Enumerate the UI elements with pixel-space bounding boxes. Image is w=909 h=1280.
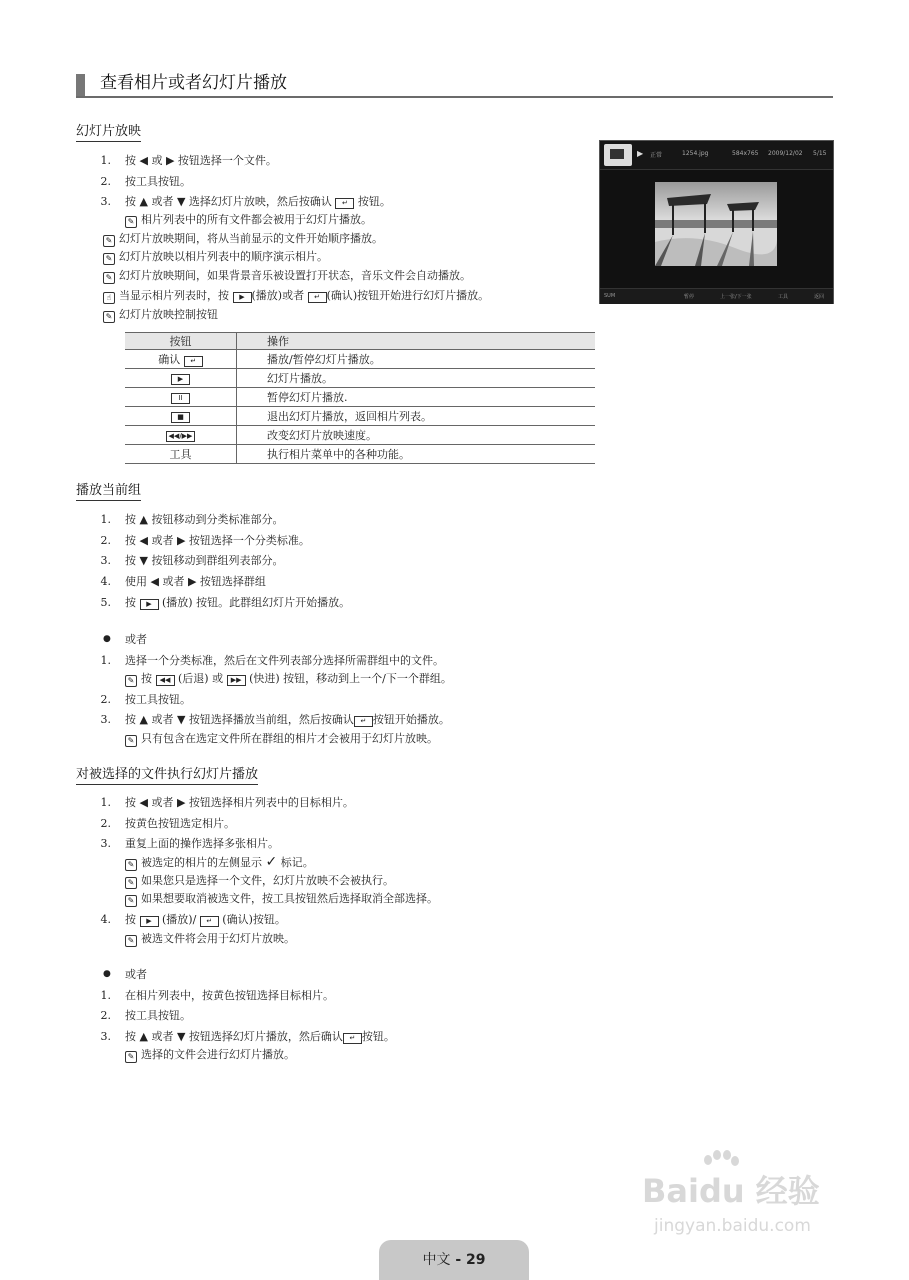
note-item xyxy=(125,931,295,947)
table-cell-button xyxy=(125,350,237,369)
step-text: 按 ▲ 按钮移动到分类标准部分。 xyxy=(125,513,284,526)
table-row xyxy=(125,445,595,464)
page-footer xyxy=(379,1240,529,1280)
table-row xyxy=(125,350,595,369)
footer-text xyxy=(379,1249,529,1269)
enter-key-icon: ↵ xyxy=(335,198,354,209)
step-text: 按 ◀ 或 ▶ 按钮选择一个文件。 xyxy=(125,154,277,167)
tools-button-label: 工具 xyxy=(778,294,789,300)
page-title: 查看相片或者幻灯片播放 xyxy=(100,73,287,93)
note-item xyxy=(125,731,438,747)
table-cell-button xyxy=(125,407,237,426)
page-title-block xyxy=(76,72,833,98)
note-text: 当显示相片列表时，按 xyxy=(119,289,229,302)
step-number: 3. xyxy=(100,1030,111,1043)
play-key-icon: ▶ xyxy=(233,292,252,303)
footer-separator: - xyxy=(450,1252,467,1268)
step-text-mid: (播放)/ xyxy=(162,913,197,926)
step-text: 按工具按钮。 xyxy=(125,175,191,188)
step-text-tail: 按钮。 xyxy=(357,195,391,208)
enter-key-icon: ↵ xyxy=(200,916,219,927)
note-item xyxy=(103,288,489,304)
section-heading-slideshow: 幻灯片放映 xyxy=(76,124,141,142)
note-text: 被选定的相片的左侧显示 xyxy=(141,856,262,869)
step-text: 按工具按钮。 xyxy=(125,693,191,706)
table-row xyxy=(125,426,595,445)
step-text: 重复上面的操作选择多张相片。 xyxy=(125,837,279,850)
checkmark-icon: ✓ xyxy=(265,854,278,870)
baidu-watermark xyxy=(642,1150,862,1245)
step-number: 1. xyxy=(100,654,111,667)
step-text: 按 ▼ 按钮移动到群组列表部分。 xyxy=(125,554,284,567)
table-cell-action: 执行相片菜单中的各种功能。 xyxy=(237,445,596,464)
enter-key-icon: ↵ xyxy=(354,716,373,727)
note-text: 幻灯片放映控制按钮 xyxy=(119,308,218,321)
note-item xyxy=(103,249,328,265)
forward-key-icon: ▶▶ xyxy=(227,675,246,686)
step-number: 1. xyxy=(100,989,111,1002)
step-number: 4. xyxy=(100,575,111,588)
step-text: 按 xyxy=(125,596,136,609)
photo-app-icon xyxy=(604,144,632,166)
note-icon: ✎ xyxy=(125,1051,137,1063)
step-text: 按黄色按钮选定相片。 xyxy=(125,817,235,830)
table-cell-button xyxy=(125,388,237,407)
step-text: 按工具按钮。 xyxy=(125,1009,191,1022)
bullet-icon: ● xyxy=(103,634,111,644)
note-icon: ✎ xyxy=(125,935,137,947)
note-icon: ✎ xyxy=(125,735,137,747)
note-text: 如果您只是选择一个文件，幻灯片放映不会被执行。 xyxy=(141,874,394,887)
table-cell-button xyxy=(125,426,237,445)
table-cell-action: 改变幻灯片放映速度。 xyxy=(237,426,596,445)
step-text: 使用 ◀ 或者 ▶ 按钮选择群组 xyxy=(125,575,266,588)
screenshot-page: 5/15 xyxy=(813,150,827,157)
footer-lang: 中文 xyxy=(422,1252,451,1268)
step-text: 按 ▲ 或者 ▼ 选择幻灯片放映，然后按确认 xyxy=(125,195,332,208)
watermark-main: Baidu 经验 xyxy=(642,1172,820,1210)
table-header-button: 按钮 xyxy=(125,333,237,350)
or-text: 或者 xyxy=(125,633,147,646)
note-icon: ✎ xyxy=(103,272,115,284)
step-number: 2. xyxy=(100,817,111,830)
note-text: 只有包含在选定文件所在群组的相片才会被用于幻灯片放映。 xyxy=(141,732,438,745)
control-table xyxy=(125,332,595,464)
note-icon: ✎ xyxy=(103,311,115,323)
rewind-key-icon: ◀◀ xyxy=(156,675,175,686)
step-number: 1. xyxy=(100,154,111,167)
screenshot-button-bar xyxy=(600,288,833,304)
return-button-label: 返回 xyxy=(814,294,825,300)
step-text: 按 ▲ 或者 ▼ 按钮选择幻灯片播放，然后确认 xyxy=(125,1030,343,1043)
note-text: 幻灯片放映期间，如果背景音乐被设置打开状态，音乐文件会自动播放。 xyxy=(119,269,471,282)
note-item xyxy=(103,268,471,284)
play-key-icon: ▶ xyxy=(140,599,159,610)
table-cell-action: 暂停幻灯片播放. xyxy=(237,388,596,407)
note-item xyxy=(125,212,372,228)
watermark-url: jingyan.baidu.com xyxy=(654,1216,811,1236)
enter-key-icon: ↵ xyxy=(308,292,327,303)
section-heading-selected-files: 对被选择的文件执行幻灯片播放 xyxy=(76,767,258,785)
note-text: 选择的文件会进行幻灯片播放。 xyxy=(141,1048,295,1061)
hand-icon: ☝ xyxy=(103,292,115,304)
table-cell-action: 幻灯片播放。 xyxy=(237,369,596,388)
screenshot-filename: 1254.jpg xyxy=(682,150,709,157)
note-text-mid: (播放)或者 xyxy=(251,289,305,302)
note-text: 按 xyxy=(141,672,152,685)
table-cell-action: 播放/暂停幻灯片播放。 xyxy=(237,350,596,369)
note-text: 幻灯片放映以相片列表中的顺序演示相片。 xyxy=(119,250,328,263)
step-number: 2. xyxy=(100,534,111,547)
note-icon: ✎ xyxy=(125,675,137,687)
step-number: 2. xyxy=(100,693,111,706)
table-cell-button: 工具 xyxy=(125,445,237,464)
step-number: 3. xyxy=(100,554,111,567)
note-icon: ✎ xyxy=(103,253,115,265)
step-text: 按 xyxy=(125,913,136,926)
button-label: 确认 xyxy=(158,353,181,366)
step-number: 3. xyxy=(100,713,111,726)
note-text-mid: (后退) 或 xyxy=(178,672,224,685)
step-text-tail: (确认)按钮。 xyxy=(222,913,286,926)
pause-key-icon: II xyxy=(171,393,190,404)
page-number: 29 xyxy=(466,1252,486,1268)
note-item xyxy=(125,671,452,687)
step-number: 5. xyxy=(100,596,111,609)
prev-next-button-label: 上一张/下一张 xyxy=(720,294,752,300)
step-number: 2. xyxy=(100,1009,111,1022)
table-row xyxy=(125,369,595,388)
note-icon: ✎ xyxy=(125,877,137,889)
step-text: 在相片列表中，按黄色按钮选择目标相片。 xyxy=(125,989,334,1002)
step-number: 2. xyxy=(100,175,111,188)
note-item xyxy=(103,307,218,323)
step-number: 1. xyxy=(100,513,111,526)
note-text: 幻灯片放映期间，将从当前显示的文件开始顺序播放。 xyxy=(119,232,383,245)
screenshot-resolution: 584x765 xyxy=(732,150,759,157)
step-text-tail: 按钮。 xyxy=(361,1030,395,1043)
note-item xyxy=(125,855,314,871)
step-text-tail: (播放) 按钮。此群组幻灯片开始播放。 xyxy=(162,596,351,609)
play-key-icon: ▶ xyxy=(140,916,159,927)
bullet-icon: ● xyxy=(103,969,111,979)
enter-key-icon: ↵ xyxy=(184,356,203,367)
note-text-tail: 标记。 xyxy=(280,856,314,869)
step-text: 按 ◀ 或者 ▶ 按钮选择相片列表中的目标相片。 xyxy=(125,796,354,809)
title-accent-bar xyxy=(76,74,85,96)
enter-key-icon: ↵ xyxy=(343,1033,362,1044)
note-icon: ✎ xyxy=(125,895,137,907)
sum-button-label: SUM xyxy=(604,293,616,299)
table-cell-button xyxy=(125,369,237,388)
table-cell-action: 退出幻灯片播放，返回相片列表。 xyxy=(237,407,596,426)
step-text: 选择一个分类标准，然后在文件列表部分选择所需群组中的文件。 xyxy=(125,654,444,667)
table-header-row xyxy=(125,333,595,350)
note-icon: ✎ xyxy=(103,235,115,247)
screenshot-header xyxy=(600,141,833,170)
note-item xyxy=(125,1047,295,1063)
step-number: 3. xyxy=(100,837,111,850)
tv-screenshot xyxy=(599,140,834,304)
screenshot-date: 2009/12/02 xyxy=(768,150,803,157)
note-item xyxy=(103,231,383,247)
table-header-action: 操作 xyxy=(237,333,596,350)
step-text-tail: 按钮开始播放。 xyxy=(372,713,450,726)
note-icon: ✎ xyxy=(125,859,137,871)
play-key-icon: ▶ xyxy=(171,374,190,385)
step-number: 3. xyxy=(100,195,111,208)
note-text-tail: (确认)按钮开始进行幻灯片播放。 xyxy=(326,289,490,302)
or-text: 或者 xyxy=(125,968,147,981)
pause-button-label: 暂停 xyxy=(684,294,695,300)
note-text: 被选文件将会用于幻灯片放映。 xyxy=(141,932,295,945)
stop-key-icon: ■ xyxy=(171,412,190,423)
play-status-icon: ▶ xyxy=(637,149,644,158)
table-row xyxy=(125,388,595,407)
note-text-tail: (快进) 按钮，移动到上一个/下一个群组。 xyxy=(249,672,452,685)
note-icon: ✎ xyxy=(125,216,137,228)
screenshot-status: 正常 xyxy=(650,152,663,159)
note-text: 如果想要取消被选文件，按工具按钮然后选择取消全部选择。 xyxy=(141,892,438,905)
section-heading-play-group: 播放当前组 xyxy=(76,483,141,501)
step-number: 4. xyxy=(100,913,111,926)
beach-photo xyxy=(655,182,777,266)
table-row xyxy=(125,407,595,426)
note-item xyxy=(125,891,438,907)
rewind-forward-key-icon: ◀◀/▶▶ xyxy=(166,431,196,442)
step-number: 1. xyxy=(100,796,111,809)
note-item xyxy=(125,873,394,889)
note-text: 相片列表中的所有文件都会被用于幻灯片播放。 xyxy=(141,213,372,226)
step-text: 按 ▲ 或者 ▼ 按钮选择播放当前组，然后按确认 xyxy=(125,713,354,726)
step-text: 按 ◀ 或者 ▶ 按钮选择一个分类标准。 xyxy=(125,534,310,547)
